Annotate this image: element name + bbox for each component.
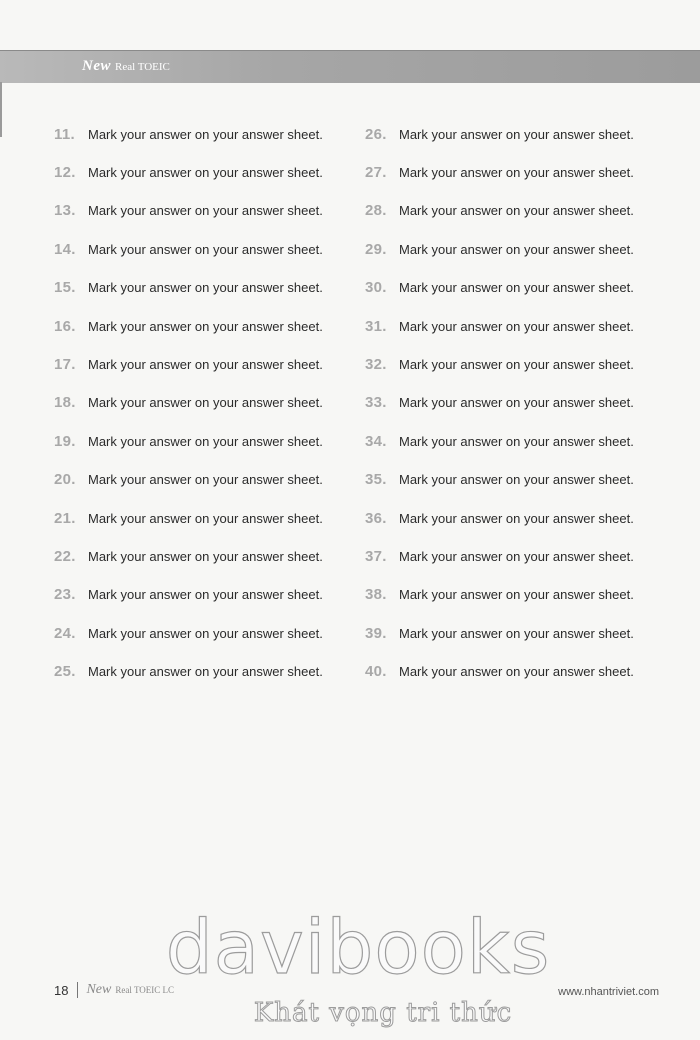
question-instruction: Mark your answer on your answer sheet. [88, 548, 323, 564]
question-number: 35. [365, 471, 387, 489]
answer-list-left [54, 115, 323, 691]
question-instruction: Mark your answer on your answer sheet. [399, 510, 634, 526]
question-row [54, 115, 323, 153]
question-row [54, 384, 323, 422]
question-number: 22. [54, 547, 76, 565]
question-instruction: Mark your answer on your answer sheet. [88, 395, 323, 411]
question-number: 25. [54, 663, 76, 681]
page-number: 18 [54, 982, 69, 998]
question-instruction: Mark your answer on your answer sheet. [88, 472, 323, 488]
question-row [365, 652, 634, 690]
question-row [365, 115, 634, 153]
question-instruction: Mark your answer on your answer sheet. [399, 548, 634, 564]
question-row [365, 269, 634, 307]
question-row [365, 537, 634, 575]
question-instruction: Mark your answer on your answer sheet. [399, 126, 634, 142]
question-instruction: Mark your answer on your answer sheet. [88, 203, 323, 219]
question-number: 33. [365, 394, 387, 412]
question-instruction: Mark your answer on your answer sheet. [88, 318, 323, 334]
question-instruction: Mark your answer on your answer sheet. [88, 241, 323, 257]
question-row [365, 192, 634, 230]
header-brand [82, 58, 170, 75]
question-instruction: Mark your answer on your answer sheet. [399, 664, 634, 680]
question-number: 32. [365, 356, 387, 374]
question-row [54, 614, 323, 652]
question-row [365, 576, 634, 614]
question-number: 20. [54, 471, 76, 489]
question-instruction: Mark your answer on your answer sheet. [399, 395, 634, 411]
question-number: 18. [54, 394, 76, 412]
question-row [54, 192, 323, 230]
question-row [365, 384, 634, 422]
question-row [365, 230, 634, 268]
watermark-tagline: Khát vọng tri thức [253, 998, 513, 1028]
question-number: 23. [54, 586, 76, 604]
question-number: 12. [54, 164, 76, 182]
question-number: 31. [365, 317, 387, 335]
answer-list-right [365, 115, 634, 691]
question-number: 16. [54, 317, 76, 335]
question-row [365, 345, 634, 383]
footer-divider [77, 982, 78, 998]
question-row [54, 307, 323, 345]
question-row [365, 153, 634, 191]
question-row [365, 614, 634, 652]
question-number: 36. [365, 509, 387, 527]
question-number: 38. [365, 586, 387, 604]
question-number: 14. [54, 240, 76, 258]
question-number: 13. [54, 202, 76, 220]
question-number: 34. [365, 432, 387, 450]
question-instruction: Mark your answer on your answer sheet. [399, 587, 634, 603]
question-row [54, 652, 323, 690]
question-instruction: Mark your answer on your answer sheet. [399, 165, 634, 181]
question-number: 30. [365, 279, 387, 297]
question-instruction: Mark your answer on your answer sheet. [399, 625, 634, 641]
question-row [365, 307, 634, 345]
question-row [54, 345, 323, 383]
question-row [54, 230, 323, 268]
footer-brand-new: New [86, 982, 112, 997]
question-number: 17. [54, 356, 76, 374]
question-row [365, 461, 634, 499]
question-number: 40. [365, 663, 387, 681]
page-footer [54, 982, 174, 998]
publisher-url: www.nhantriviet.com [558, 986, 659, 998]
question-instruction: Mark your answer on your answer sheet. [88, 433, 323, 449]
question-instruction: Mark your answer on your answer sheet. [399, 357, 634, 373]
header-brand-new: New [82, 58, 111, 74]
question-instruction: Mark your answer on your answer sheet. [88, 280, 323, 296]
question-number: 19. [54, 432, 76, 450]
question-instruction: Mark your answer on your answer sheet. [88, 625, 323, 641]
question-number: 28. [365, 202, 387, 220]
margin-rule [0, 82, 2, 137]
question-instruction: Mark your answer on your answer sheet. [88, 126, 323, 142]
question-row [54, 576, 323, 614]
footer-brand-title: Real TOEIC LC [115, 985, 175, 995]
question-number: 24. [54, 624, 76, 642]
question-row [54, 153, 323, 191]
question-instruction: Mark your answer on your answer sheet. [399, 280, 634, 296]
question-instruction: Mark your answer on your answer sheet. [399, 433, 634, 449]
question-number: 29. [365, 240, 387, 258]
question-number: 15. [54, 279, 76, 297]
question-row [54, 269, 323, 307]
question-row [54, 499, 323, 537]
question-number: 39. [365, 624, 387, 642]
question-row [365, 499, 634, 537]
question-number: 27. [365, 164, 387, 182]
question-instruction: Mark your answer on your answer sheet. [88, 165, 323, 181]
question-instruction: Mark your answer on your answer sheet. [88, 357, 323, 373]
question-number: 11. [54, 125, 75, 143]
question-row [54, 461, 323, 499]
question-instruction: Mark your answer on your answer sheet. [399, 318, 634, 334]
question-row [365, 422, 634, 460]
watermark-logo: davibooks [165, 905, 551, 991]
question-number: 26. [365, 125, 387, 143]
question-instruction: Mark your answer on your answer sheet. [88, 664, 323, 680]
header-brand-title: Real TOEIC [115, 61, 170, 73]
question-instruction: Mark your answer on your answer sheet. [399, 203, 634, 219]
question-instruction: Mark your answer on your answer sheet. [399, 472, 634, 488]
question-instruction: Mark your answer on your answer sheet. [88, 510, 323, 526]
question-row [54, 422, 323, 460]
question-row [54, 537, 323, 575]
question-number: 37. [365, 547, 387, 565]
question-instruction: Mark your answer on your answer sheet. [88, 587, 323, 603]
question-instruction: Mark your answer on your answer sheet. [399, 241, 634, 257]
question-number: 21. [54, 509, 76, 527]
